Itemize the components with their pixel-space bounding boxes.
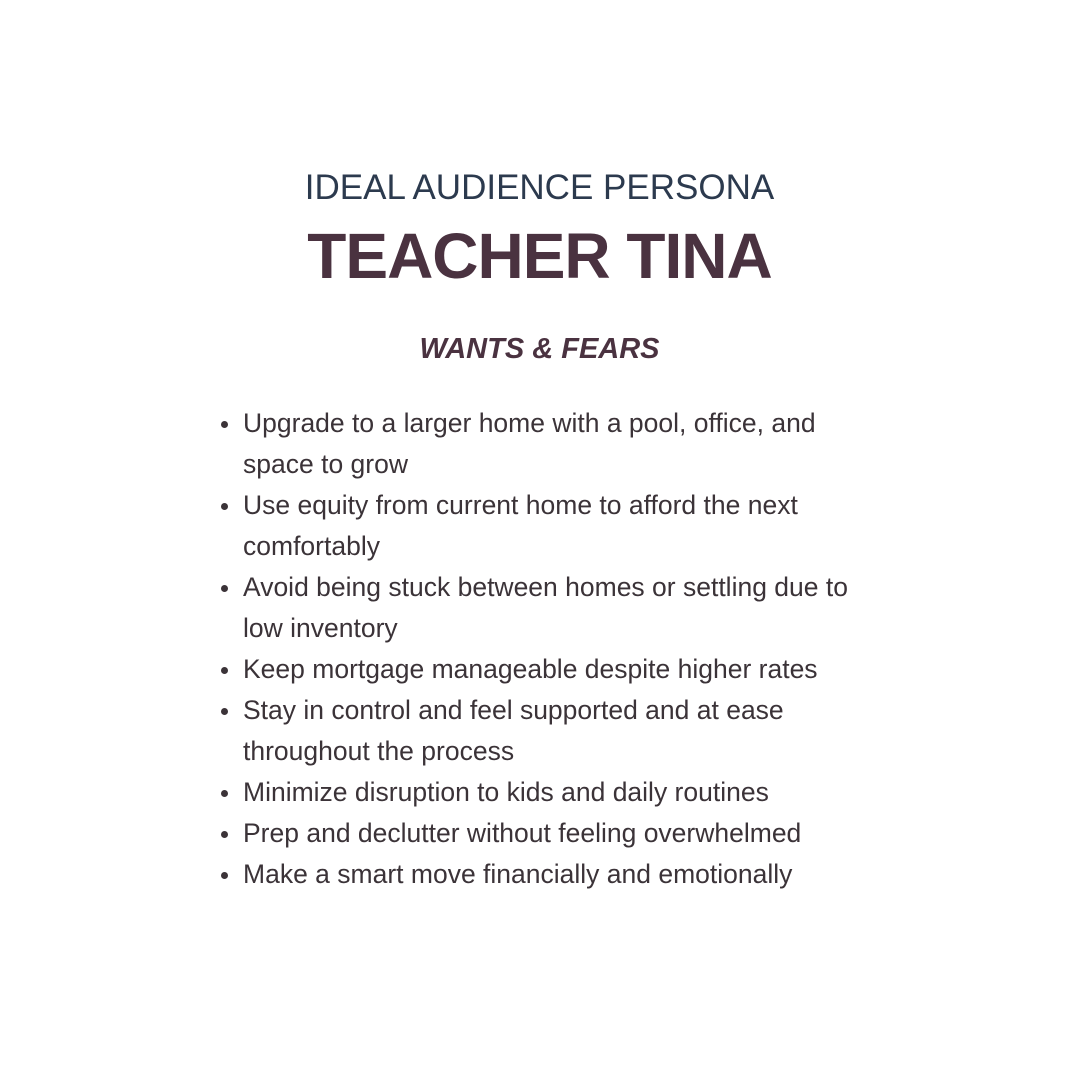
- bullet-icon: [221, 503, 228, 510]
- wants-fears-list: [218, 403, 878, 895]
- bullet-icon: [221, 585, 228, 592]
- list-item-text: Prep and declutter without feeling overwhelmed: [243, 818, 802, 848]
- list-item: [218, 690, 878, 772]
- bullet-icon: [221, 421, 228, 428]
- bullet-icon: [221, 790, 228, 797]
- section-heading: WANTS & FEARS: [419, 333, 660, 365]
- bullet-icon: [221, 708, 228, 715]
- bullet-icon: [221, 831, 228, 838]
- bullet-icon: [221, 872, 228, 879]
- list-item-text: Avoid being stuck between homes or settling due to low inventory: [243, 572, 848, 643]
- list-item: [218, 772, 878, 813]
- list-item-text: Upgrade to a larger home with a pool, office, and space to grow: [243, 408, 816, 479]
- list-item: [218, 813, 878, 854]
- list-item: [218, 854, 878, 895]
- list-item-text: Minimize disruption to kids and daily routines: [243, 777, 769, 807]
- bullet-icon: [221, 667, 228, 674]
- list-item: [218, 485, 878, 567]
- list-item: [218, 649, 878, 690]
- list-item-text: Stay in control and feel supported and at ease throughout the process: [243, 695, 784, 766]
- list-item: [218, 567, 878, 649]
- list-item-text: Make a smart move financially and emotionally: [243, 859, 793, 889]
- list-item: [218, 403, 878, 485]
- persona-title: TEACHER TINA: [307, 220, 772, 292]
- list-item-text: Keep mortgage manageable despite higher rates: [243, 654, 818, 684]
- list-item-text: Use equity from current home to afford the next comfortably: [243, 490, 798, 561]
- persona-kicker: IDEAL AUDIENCE PERSONA: [304, 168, 775, 207]
